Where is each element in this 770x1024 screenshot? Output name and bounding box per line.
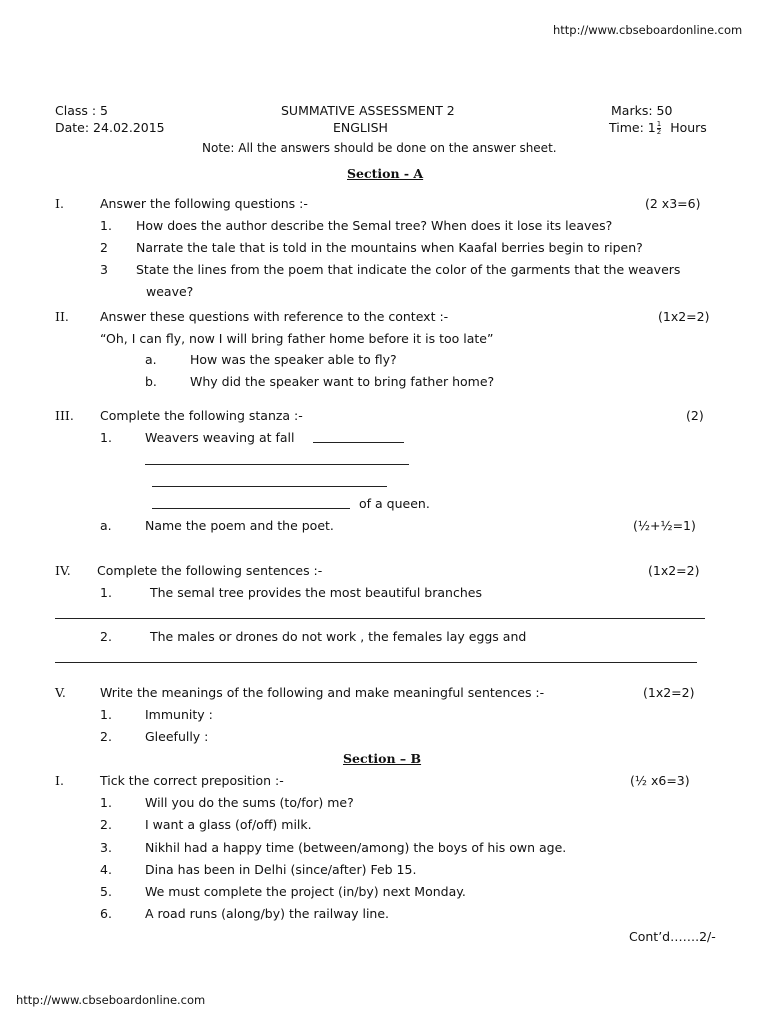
b1-marks: (½ x6=3) [630, 773, 690, 788]
q1-item-num: 2 [100, 240, 108, 255]
b1-item-num: 6. [100, 906, 112, 921]
q5-item-num: 2. [100, 729, 112, 744]
q2-marks: (1x2=2) [658, 309, 710, 324]
continued-label: Cont’d…….2/- [629, 929, 716, 944]
q5-text: Write the meanings of the following and make meaningful sentences :- [100, 685, 545, 700]
time-prefix: Time: 1 [609, 120, 656, 135]
q2-item-num: a. [145, 352, 157, 367]
q5-marks: (1x2=2) [643, 685, 695, 700]
q3-text: Complete the following stanza :- [100, 408, 303, 423]
time-fraction-den: 2 [656, 128, 662, 136]
exam-title: SUMMATIVE ASSESSMENT 2 [281, 103, 455, 118]
q3-number: III. [55, 408, 74, 423]
q4-marks: (1x2=2) [648, 563, 700, 578]
q2-item-text: How was the speaker able to fly? [190, 352, 397, 367]
b1-item-num: 3. [100, 840, 112, 855]
q3-marks: (2) [686, 408, 704, 423]
q2-item-num: b. [145, 374, 157, 389]
b1-item-text: Nikhil had a happy time (between/among) the boys of his own age. [145, 840, 567, 855]
q5-item-num: 1. [100, 707, 112, 722]
marks-label: Marks: 50 [611, 103, 673, 118]
section-a-title: Section - A [347, 166, 424, 181]
b1-item-text: I want a glass (of/off) milk. [145, 817, 312, 832]
footer-url[interactable]: http://www.cbseboardonline.com [16, 993, 206, 1007]
time-fraction [657, 121, 661, 136]
stanza-blank-2 [145, 464, 409, 465]
q2-text: Answer these questions with reference to the context :- [100, 309, 449, 324]
q1-item-text: State the lines from the poem that indicate the color of the garments that the weavers [136, 262, 681, 277]
q5-item-text: Immunity : [145, 707, 213, 722]
q2-item-text: Why did the speaker want to bring father home? [190, 374, 495, 389]
q1-item3-cont: weave? [146, 284, 194, 299]
q1-marks: (2 x3=6) [645, 196, 701, 211]
b1-item-text: A road runs (along/by) the railway line. [145, 906, 390, 921]
b1-item-num: 4. [100, 862, 112, 877]
q1-number: I. [55, 196, 64, 211]
note: Note: All the answers should be done on the answer sheet. [202, 141, 557, 155]
q5-item-text: Gleefully : [145, 729, 209, 744]
section-b-title: Section – B [343, 751, 422, 766]
b1-number: I. [55, 773, 64, 788]
b1-item-num: 5. [100, 884, 112, 899]
b1-item-text: Dina has been in Delhi (since/after) Feb 15. [145, 862, 417, 877]
answer-line-2 [55, 662, 697, 663]
q1-item-num: 3 [100, 262, 108, 277]
q3-sub-text: Name the poem and the poet. [145, 518, 334, 533]
q3-item-num: 1. [100, 430, 112, 445]
q2-quote: “Oh, I can fly, now I will bring father home before it is too late” [100, 331, 494, 346]
date-label: Date: 24.02.2015 [55, 120, 165, 135]
q1-item-text: How does the author describe the Semal tree? When does it lose its leaves? [136, 218, 613, 233]
q4-item-text: The males or drones do not work , the females lay eggs and [150, 629, 527, 644]
stanza-blank-4 [152, 508, 350, 509]
b1-item-num: 2. [100, 817, 112, 832]
header-url[interactable]: http://www.cbseboardonline.com [553, 23, 743, 37]
b1-item-num: 1. [100, 795, 112, 810]
class-label: Class : 5 [55, 103, 108, 118]
q1-item-text: Narrate the tale that is told in the mountains when Kaafal berries begin to ripen? [136, 240, 643, 255]
subject-label: ENGLISH [333, 120, 388, 135]
q2-number: II. [55, 309, 69, 324]
b1-item-text: We must complete the project (in/by) next Monday. [145, 884, 466, 899]
q5-number: V. [55, 685, 66, 700]
q3-sub-num: a. [100, 518, 112, 533]
b1-text: Tick the correct preposition :- [100, 773, 284, 788]
q1-text: Answer the following questions :- [100, 196, 308, 211]
q3-item-text: Weavers weaving at fall [145, 430, 295, 445]
q4-number: IV. [55, 563, 71, 578]
q3-sub-marks: (½+½=1) [633, 518, 696, 533]
stanza-blank-1 [313, 442, 404, 443]
time-label [609, 120, 707, 136]
stanza-blank-3 [152, 486, 387, 487]
q1-item-num: 1. [100, 218, 112, 233]
stanza-queen-text: of a queen. [359, 496, 430, 511]
q4-item-num: 2. [100, 629, 112, 644]
time-fraction-num: 1 [656, 120, 662, 128]
q4-text: Complete the following sentences :- [97, 563, 323, 578]
q4-item-num: 1. [100, 585, 112, 600]
time-suffix: Hours [670, 120, 707, 135]
b1-item-text: Will you do the sums (to/for) me? [145, 795, 354, 810]
q4-item-text: The semal tree provides the most beautiful branches [150, 585, 482, 600]
answer-line-1 [55, 618, 705, 619]
